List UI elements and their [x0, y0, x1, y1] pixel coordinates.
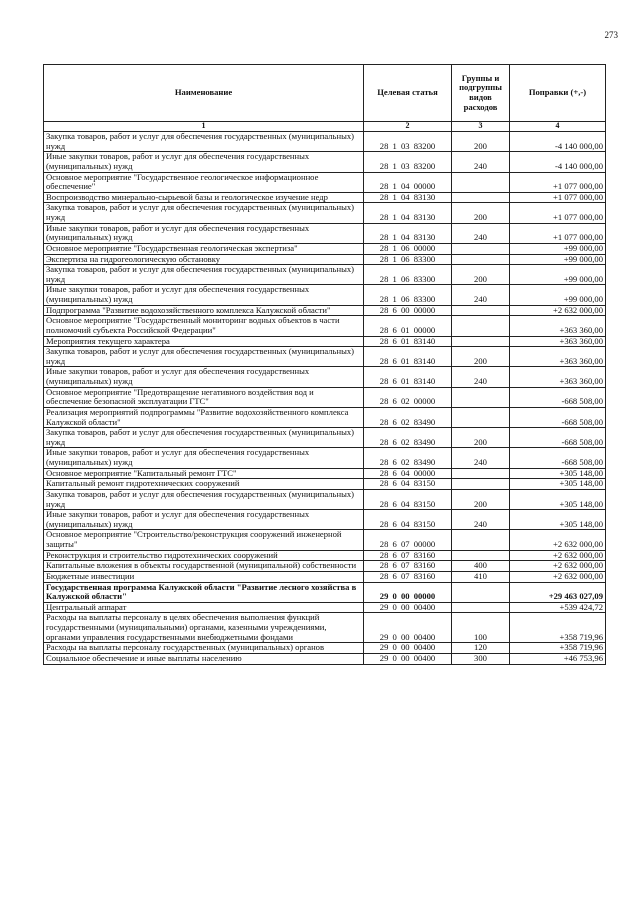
table-row	[44, 613, 606, 643]
row-amendment-amount: -668 508,00	[510, 387, 606, 407]
row-target-article: 28 1 06 83300	[364, 285, 452, 305]
row-expense-group: 200	[452, 428, 510, 448]
row-amendment-amount: +305 148,00	[510, 489, 606, 509]
row-target-article: 29 0 00 00400	[364, 643, 452, 654]
row-amendment-amount: +358 719,96	[510, 643, 606, 654]
table-row	[44, 316, 606, 336]
row-name: Закупка товаров, работ и услуг для обеспечения государственных (муниципальных) нужд	[44, 203, 364, 223]
row-expense-group: 200	[452, 203, 510, 223]
row-name: Основное мероприятие "Предотвращение негативного воздействия вод и обеспечение безопасной эксплуатации ГТС"	[44, 387, 364, 407]
table-row	[44, 347, 606, 367]
row-expense-group: 240	[452, 510, 510, 530]
row-name: Основное мероприятие "Государственная геологическая экспертиза"	[44, 243, 364, 254]
budget-amendments-table	[43, 64, 606, 665]
row-name: Закупка товаров, работ и услуг для обеспечения государственных (муниципальных) нужд	[44, 347, 364, 367]
table-row	[44, 387, 606, 407]
row-name: Основное мероприятие "Государственный мониторинг водных объектов в части полномочий субъекта Российской Федерации"	[44, 316, 364, 336]
row-expense-group: 200	[452, 265, 510, 285]
table-row	[44, 448, 606, 468]
table-row	[44, 132, 606, 152]
row-amendment-amount: +29 463 027,09	[510, 582, 606, 602]
table-row	[44, 152, 606, 172]
row-target-article: 28 6 04 83150	[364, 479, 452, 490]
header-target-article: Целевая статья	[364, 65, 452, 122]
row-amendment-amount: +2 632 000,00	[510, 530, 606, 550]
row-target-article: 28 6 02 83490	[364, 407, 452, 427]
row-target-article: 28 6 04 83150	[364, 510, 452, 530]
row-target-article: 28 6 01 00000	[364, 316, 452, 336]
column-number: 1	[44, 122, 364, 132]
row-name: Центральный аппарат	[44, 602, 364, 613]
row-expense-group: 240	[452, 223, 510, 243]
row-name: Иные закупки товаров, работ и услуг для обеспечения государственных (муниципальных) нужд	[44, 448, 364, 468]
row-name: Государственная программа Калужской области "Развитие лесного хозяйства в Калужской области"	[44, 582, 364, 602]
row-amendment-amount: -668 508,00	[510, 448, 606, 468]
row-target-article: 28 6 00 00000	[364, 305, 452, 316]
row-target-article: 29 0 00 00400	[364, 602, 452, 613]
table-row	[44, 561, 606, 572]
row-amendment-amount: -668 508,00	[510, 407, 606, 427]
row-amendment-amount: +363 360,00	[510, 336, 606, 347]
table-row	[44, 530, 606, 550]
table-row	[44, 223, 606, 243]
row-amendment-amount: +305 148,00	[510, 479, 606, 490]
row-expense-group: 240	[452, 152, 510, 172]
row-amendment-amount: +99 000,00	[510, 265, 606, 285]
header-name: Наименование	[44, 65, 364, 122]
row-target-article: 28 1 03 83200	[364, 132, 452, 152]
row-expense-group	[452, 387, 510, 407]
table-row	[44, 172, 606, 192]
row-target-article: 28 6 04 83150	[364, 489, 452, 509]
row-name: Социальное обеспечение и иные выплаты населению	[44, 653, 364, 664]
table-row	[44, 582, 606, 602]
header-expense-groups: Группы и подгруппы видов расходов	[452, 65, 510, 122]
row-name: Иные закупки товаров, работ и услуг для обеспечения государственных (муниципальных) нужд	[44, 152, 364, 172]
table-row	[44, 407, 606, 427]
row-expense-group	[452, 550, 510, 561]
table-row	[44, 305, 606, 316]
row-name: Основное мероприятие "Государственное геологическое информационное обеспечение"	[44, 172, 364, 192]
table-row	[44, 367, 606, 387]
row-target-article: 28 1 06 83300	[364, 254, 452, 265]
row-name: Основное мероприятие "Капитальный ремонт ГТС"	[44, 468, 364, 479]
row-name: Расходы на выплаты персоналу государственных (муниципальных) органов	[44, 643, 364, 654]
row-target-article: 28 6 07 00000	[364, 530, 452, 550]
row-name: Экспертиза на гидрогеологическую обстановку	[44, 254, 364, 265]
row-name: Воспроизводство минерально-сырьевой базы и геологическое изучение недр	[44, 192, 364, 203]
row-amendment-amount: +2 632 000,00	[510, 561, 606, 572]
row-name: Закупка товаров, работ и услуг для обеспечения государственных (муниципальных) нужд	[44, 132, 364, 152]
row-name: Подпрограмма "Развитие водохозяйственного комплекса Калужской области"	[44, 305, 364, 316]
row-target-article: 28 6 01 83140	[364, 367, 452, 387]
row-expense-group	[452, 479, 510, 490]
row-target-article: 28 1 03 83200	[364, 152, 452, 172]
table-row	[44, 571, 606, 582]
table-row	[44, 479, 606, 490]
row-name: Капитальный ремонт гидротехнических сооружений	[44, 479, 364, 490]
column-number: 4	[510, 122, 606, 132]
row-expense-group	[452, 172, 510, 192]
table-row	[44, 602, 606, 613]
row-target-article: 28 6 01 83140	[364, 336, 452, 347]
row-expense-group: 200	[452, 132, 510, 152]
row-expense-group: 200	[452, 347, 510, 367]
row-name: Иные закупки товаров, работ и услуг для обеспечения государственных (муниципальных) нужд	[44, 367, 364, 387]
table-row	[44, 428, 606, 448]
row-target-article: 28 1 04 83130	[364, 223, 452, 243]
row-amendment-amount: +305 148,00	[510, 468, 606, 479]
row-name: Бюджетные инвестиции	[44, 571, 364, 582]
row-target-article: 29 0 00 00000	[364, 582, 452, 602]
row-target-article: 28 6 07 83160	[364, 561, 452, 572]
row-amendment-amount: +2 632 000,00	[510, 305, 606, 316]
row-name: Основное мероприятие "Строительство/реконструкция сооружений инженерной защиты"	[44, 530, 364, 550]
row-target-article: 28 6 04 00000	[364, 468, 452, 479]
header-amendments: Поправки (+,-)	[510, 65, 606, 122]
table-row	[44, 203, 606, 223]
row-expense-group: 240	[452, 285, 510, 305]
row-name: Закупка товаров, работ и услуг для обеспечения государственных (муниципальных) нужд	[44, 265, 364, 285]
row-amendment-amount: +1 077 000,00	[510, 172, 606, 192]
row-expense-group	[452, 192, 510, 203]
column-number: 3	[452, 122, 510, 132]
row-amendment-amount: +1 077 000,00	[510, 223, 606, 243]
row-expense-group: 410	[452, 571, 510, 582]
row-expense-group	[452, 530, 510, 550]
row-expense-group: 300	[452, 653, 510, 664]
row-expense-group: 100	[452, 613, 510, 643]
row-target-article: 28 1 04 00000	[364, 172, 452, 192]
row-target-article: 28 6 02 83490	[364, 428, 452, 448]
table-row	[44, 468, 606, 479]
row-expense-group	[452, 336, 510, 347]
row-expense-group	[452, 602, 510, 613]
table-row	[44, 265, 606, 285]
table-body	[44, 132, 606, 665]
row-amendment-amount: +46 753,96	[510, 653, 606, 664]
row-target-article: 28 6 01 83140	[364, 347, 452, 367]
table-row	[44, 653, 606, 664]
row-target-article: 28 6 07 83160	[364, 550, 452, 561]
row-amendment-amount: +99 000,00	[510, 285, 606, 305]
row-expense-group	[452, 305, 510, 316]
row-amendment-amount: +99 000,00	[510, 254, 606, 265]
row-amendment-amount: +2 632 000,00	[510, 571, 606, 582]
row-target-article: 29 0 00 00400	[364, 653, 452, 664]
column-number: 2	[364, 122, 452, 132]
row-expense-group: 120	[452, 643, 510, 654]
row-amendment-amount: -4 140 000,00	[510, 152, 606, 172]
row-amendment-amount: +1 077 000,00	[510, 192, 606, 203]
row-name: Иные закупки товаров, работ и услуг для обеспечения государственных (муниципальных) нужд	[44, 285, 364, 305]
table-row	[44, 285, 606, 305]
row-expense-group: 400	[452, 561, 510, 572]
row-amendment-amount: +305 148,00	[510, 510, 606, 530]
row-expense-group: 240	[452, 448, 510, 468]
table-row	[44, 550, 606, 561]
row-name: Закупка товаров, работ и услуг для обеспечения государственных (муниципальных) нужд	[44, 489, 364, 509]
row-name: Реализация мероприятий подпрограммы "Развитие водохозяйственного комплекса Калужской области"	[44, 407, 364, 427]
row-amendment-amount: +363 360,00	[510, 367, 606, 387]
table-row	[44, 489, 606, 509]
row-expense-group	[452, 468, 510, 479]
row-name: Мероприятия текущего характера	[44, 336, 364, 347]
row-amendment-amount: +363 360,00	[510, 316, 606, 336]
table-row	[44, 510, 606, 530]
row-target-article: 28 1 04 83130	[364, 203, 452, 223]
table-row	[44, 336, 606, 347]
table-row	[44, 192, 606, 203]
row-target-article: 28 1 06 00000	[364, 243, 452, 254]
row-target-article: 28 1 04 83130	[364, 192, 452, 203]
row-target-article: 28 6 02 00000	[364, 387, 452, 407]
row-target-article: 28 6 02 83490	[364, 448, 452, 468]
row-expense-group	[452, 407, 510, 427]
row-expense-group	[452, 582, 510, 602]
row-amendment-amount: +358 719,96	[510, 613, 606, 643]
row-name: Иные закупки товаров, работ и услуг для обеспечения государственных (муниципальных) нужд	[44, 223, 364, 243]
row-expense-group	[452, 243, 510, 254]
row-expense-group	[452, 254, 510, 265]
table-row	[44, 243, 606, 254]
row-target-article: 29 0 00 00400	[364, 613, 452, 643]
row-expense-group: 240	[452, 367, 510, 387]
row-expense-group: 200	[452, 489, 510, 509]
column-number-row	[44, 122, 606, 132]
row-amendment-amount: +363 360,00	[510, 347, 606, 367]
row-expense-group	[452, 316, 510, 336]
row-target-article: 28 6 07 83160	[364, 571, 452, 582]
row-amendment-amount: -668 508,00	[510, 428, 606, 448]
row-amendment-amount: +99 000,00	[510, 243, 606, 254]
row-amendment-amount: +539 424,72	[510, 602, 606, 613]
row-name: Капитальные вложения в объекты государственной (муниципальной) собственности	[44, 561, 364, 572]
row-amendment-amount: +1 077 000,00	[510, 203, 606, 223]
table-row	[44, 643, 606, 654]
row-amendment-amount: +2 632 000,00	[510, 550, 606, 561]
page-number: 273	[604, 30, 618, 40]
row-name: Закупка товаров, работ и услуг для обеспечения государственных (муниципальных) нужд	[44, 428, 364, 448]
row-name: Реконструкция и строительство гидротехнических сооружений	[44, 550, 364, 561]
row-name: Иные закупки товаров, работ и услуг для обеспечения государственных (муниципальных) нужд	[44, 510, 364, 530]
row-target-article: 28 1 06 83300	[364, 265, 452, 285]
row-name: Расходы на выплаты персоналу в целях обеспечения выполнения функций государственными (муниципальными) органами, казенными учреждениями, органами управления государственными внебюджетными фондами	[44, 613, 364, 643]
table-header-row	[44, 65, 606, 122]
table-row	[44, 254, 606, 265]
row-amendment-amount: -4 140 000,00	[510, 132, 606, 152]
